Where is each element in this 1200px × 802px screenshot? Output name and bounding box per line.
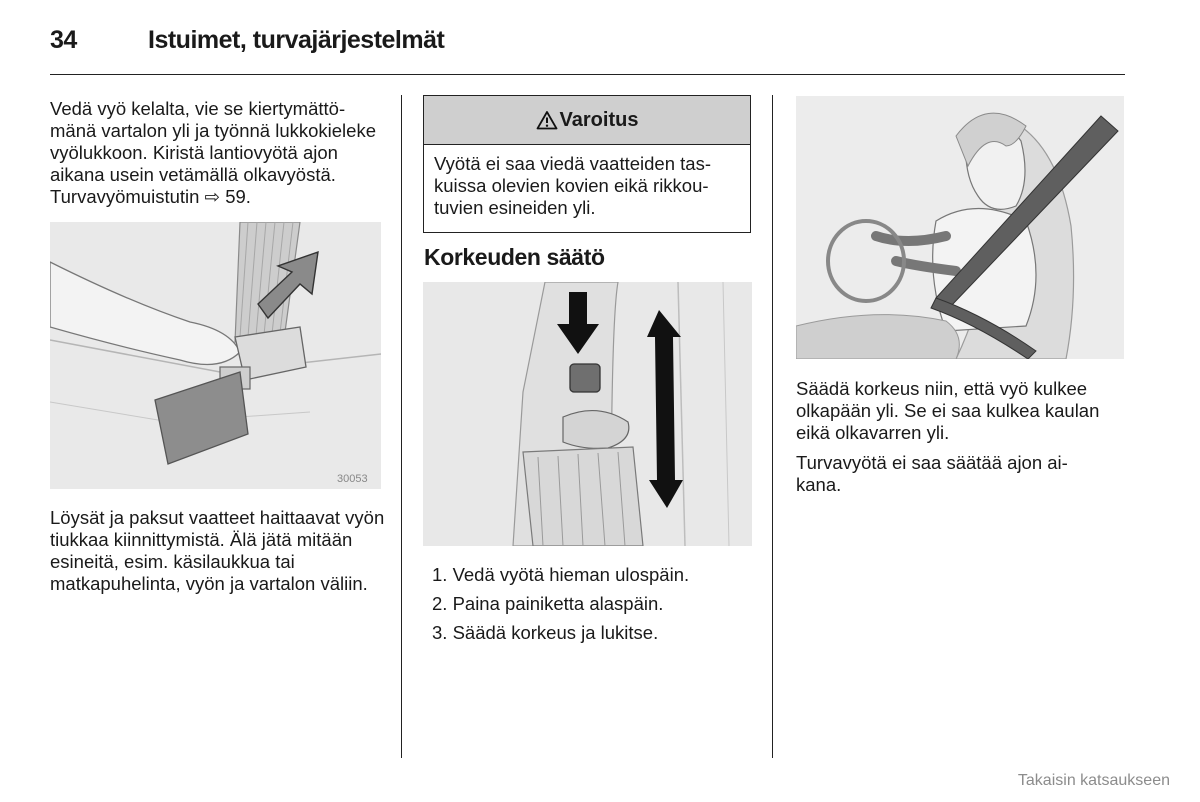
column-divider-right bbox=[772, 95, 773, 758]
header-rule bbox=[50, 74, 1125, 75]
back-to-overview-link[interactable]: Takaisin katsaukseen bbox=[1017, 772, 1170, 789]
warning-text: Vyötä ei saa viedä vaatteiden taskuissa olevien kovien eikä rikkoutuvien esineiden yli. bbox=[434, 153, 711, 218]
height-adjust-note: Säädä korkeus niin, että vyö kulkee olkapään yli. Se ei saa kulkea kaulan eikä olkavarren yli. bbox=[796, 378, 1100, 443]
adjustment-steps bbox=[432, 564, 689, 651]
buckle-illustration bbox=[50, 222, 381, 489]
column-divider-left bbox=[401, 95, 402, 758]
height-adjust-illustration bbox=[423, 282, 752, 546]
warning-header bbox=[424, 96, 750, 145]
driver-belt-illustration bbox=[796, 96, 1124, 359]
warning-box bbox=[423, 95, 751, 233]
adjust-warning-note: Turvavyötä ei saa säätää ajon aikana. bbox=[796, 452, 1068, 495]
clothing-note: Löysät ja paksut vaatteet haittaavat vyön tiukkaa kiinnittymistä. Älä jätä mitään esineitä, esim. käsilaukkua tai matkapuhelinta, vyön ja vartalon väliin. bbox=[50, 507, 385, 594]
section-heading: Korkeuden säätö bbox=[424, 244, 605, 270]
list-item: 3. Säädä korkeus ja lukitse. bbox=[432, 622, 659, 643]
warning-title: Varoitus bbox=[559, 108, 639, 131]
list-item: 1. Vedä vyötä hieman ulospäin. bbox=[432, 564, 690, 585]
figure-code: 30053 bbox=[337, 473, 368, 485]
warning-triangle-icon bbox=[536, 110, 558, 130]
buckle-instructions: Vedä vyö kelalta, vie se kiertymättömänä vartalon yli ja työnnä lukkokieleke vyölukkoon. Kiristä lantiovyötä ajon aikana usein vetämällä olkavyöstä. Turvavyömuistutin ⇨ 59. bbox=[50, 98, 376, 207]
list-item: 2. Paina painiketta alaspäin. bbox=[432, 593, 664, 614]
page-number: 34 bbox=[50, 26, 77, 54]
page-title: Istuimet, turvajärjestelmät bbox=[148, 26, 445, 54]
